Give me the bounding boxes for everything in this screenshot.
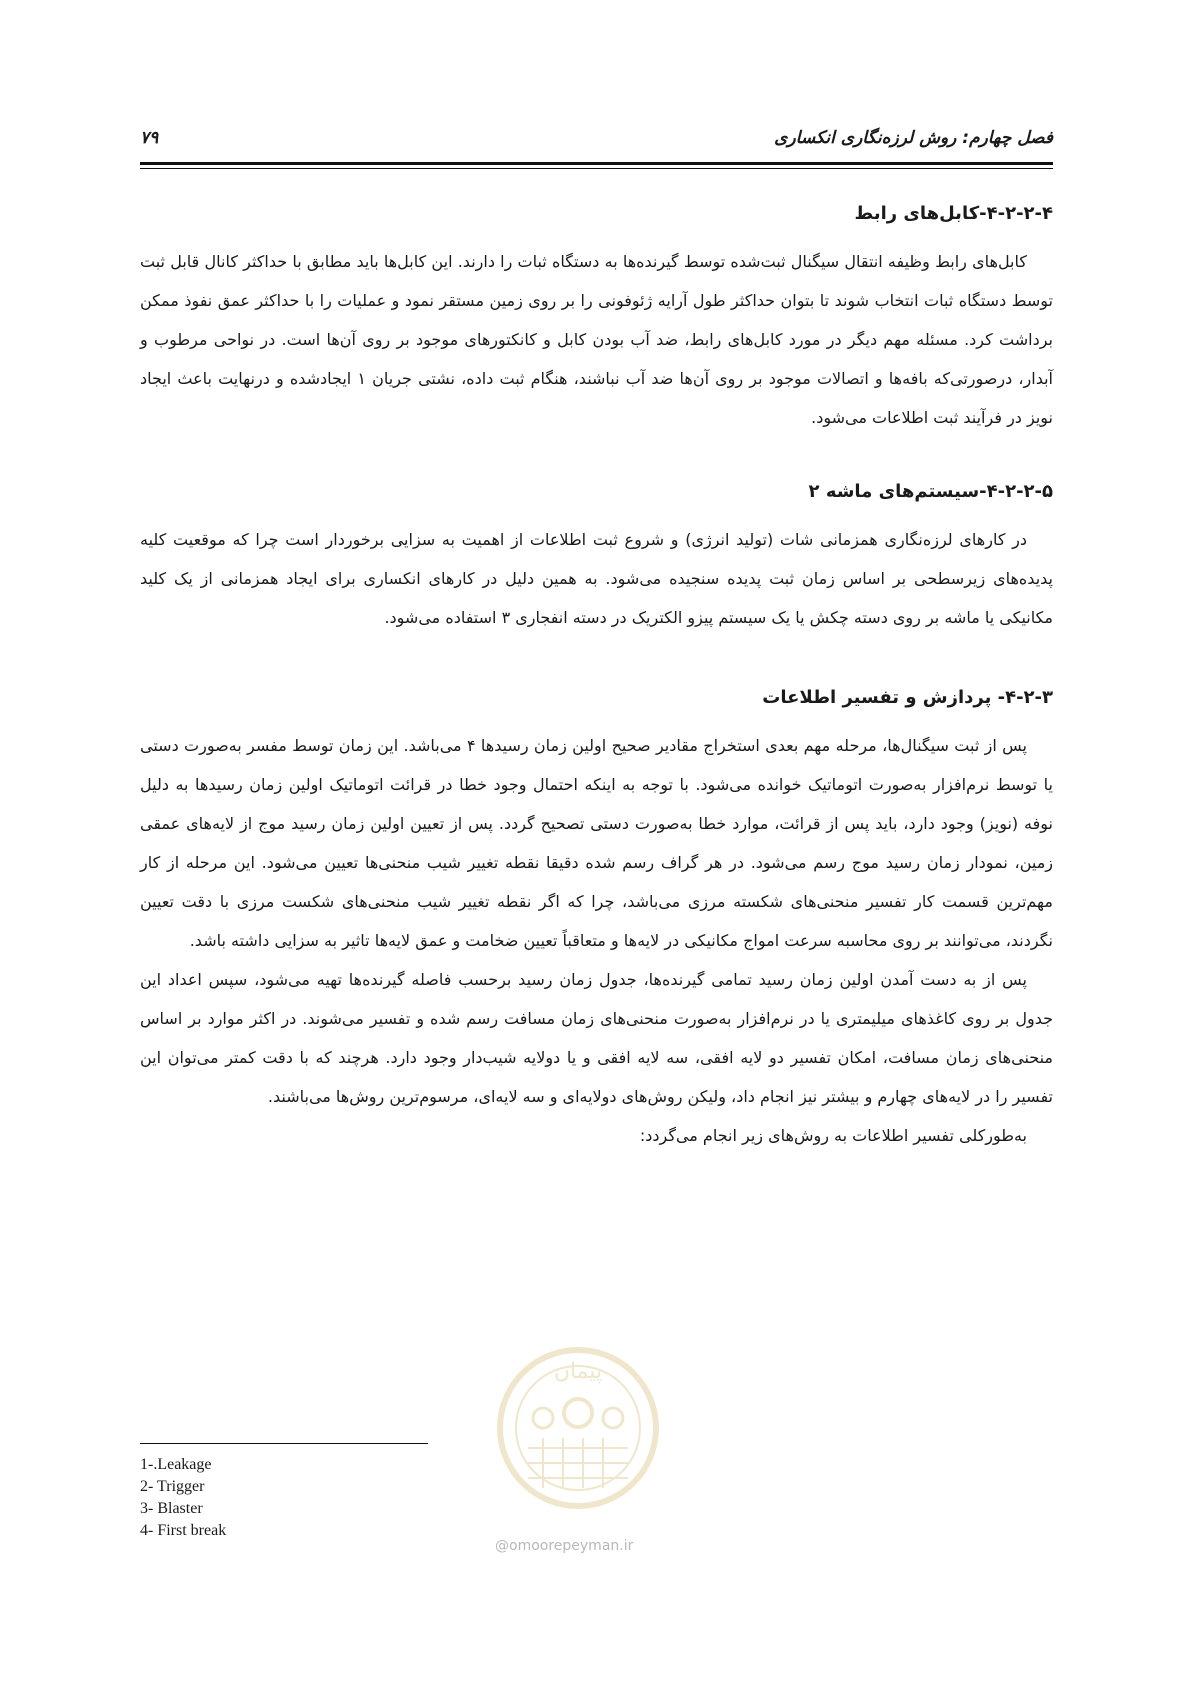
section-heading: ۴-۲-۳- پردازش و تفسیر اطلاعات — [762, 687, 1053, 708]
paragraph: پس از به دست آمدن اولین زمان رسید تمامی گیرنده‌ها، جدول زمان رسید برحسب فاصله گیرنده‌ها تهیه می‌شود، سپس اعداد این جدول بر روی کاغذهای میلیمتری یا در نرم‌افزار به‌صورت منحنی‌های زمان مسافت رسم شده و تفسیر می‌شوند. در اکثر موارد بر اساس منحنی‌های زمان مسافت، امکان تفسیر دو لایه افقی، سه لایه افقی و یا دولایه شیب‌دار وجود دارد. هرچند که با دقت کمتر می‌توان این تفسیر را در لایه‌های چهارم و بیشتر نیز انجام داد، ولیکن روش‌های دولایه‌ای و سه لایه‌ای، مرسوم‌ترین روش‌ها می‌باشند. — [140, 970, 1053, 1106]
running-header — [140, 128, 1053, 166]
paragraph: به‌طورکلی تفسیر اطلاعات به روش‌های زیر انجام می‌گردد: — [639, 1126, 1027, 1145]
section-heading: ۴-۲-۲-۵-سیستم‌های ماشه ۲ — [808, 481, 1053, 502]
section-processing — [140, 684, 1053, 1155]
section-heading: ۴-۲-۲-۴-کابل‌های رابط — [854, 203, 1053, 224]
paragraph: پس از ثبت سیگنال‌ها، مرحله مهم بعدی استخراج مقادیر صحیح اولین زمان رسیدها ۴ می‌باشد. این زمان توسط مفسر به‌صورت دستی یا توسط نرم‌افزار به‌صورت اتوماتیک خوانده می‌شود. با توجه به اینکه احتمال وجود خطا در قرائت اتوماتیک اولین زمان رسیدها به دلیل نوفه (نویز) وجود دارد، باید پس از قرائت، موارد خطا به‌صورت دستی تصحیح گردد. پس از تعیین اولین زمان رسید موج از لایه‌های عمقی زمین، نمودار زمان رسید موج رسم می‌شود. در هر گراف رسم شده دقیقا نقطه تغییر شیب منحنی‌ها تعیین می‌شود. این مرحله از کار مهم‌ترین قسمت کار تفسیر منحنی‌های شکسته مرزی می‌باشد، چرا که اگر نقطه تغییر شیب منحنی‌های شکست مرزی با دقت تعیین نگردند، می‌توانند بر روی محاسبه سرعت امواج مکانیکی در لایه‌ها و متعاقباً تعیین ضخامت و عمق لایه‌ها تاثیر به سزایی داشته باشد. — [140, 736, 1053, 950]
watermark-url: @omoorepeyman.ir — [495, 1538, 634, 1554]
footnote-item: 2- Trigger — [140, 1478, 205, 1495]
footnote-item: 1-.Leakage — [140, 1456, 212, 1473]
paragraph: کابل‌های رابط وظیفه انتقال سیگنال ثبت‌شده توسط گیرنده‌ها به دستگاه ثبات را دارند. این کابل‌ها باید مطابق با حداکثر کانال قابل ثبت توسط دستگاه ثبات انتخاب شوند تا بتوان حداکثر طول آرایه ژئوفونی را بر روی زمین مستقر نمود و عملیات را با حداکثر عمق نفوذ ممکن برداشت کرد. مسئله مهم دیگر در مورد کابل‌های رابط، ضد آب بودن کابل و کانکتورهای موجود بر روی آن‌ها است. در نواحی مرطوب و آبدار، درصورتی‌که بافه‌ها و اتصالات موجود بر روی آن‌ها ضد آب نباشند، هنگام ثبت داده، نشتی جریان ۱ ایجادشده و درنهایت باعث ایجاد نویز در فرآیند ثبت اطلاعات می‌شود. — [140, 252, 1053, 427]
watermark-logo — [488, 1318, 668, 1558]
paragraph: در کارهای لرزه‌نگاری همزمانی شات (تولید انرژی) و شروع ثبت اطلاعات از اهمیت به سزایی برخوردار است چرا که موقعیت کلیه پدیده‌های زیرسطحی بر اساس زمان ثبت پدیده سنجیده می‌شود. به همین دلیل در کارهای انکساری برای ایجاد همزمانی از یک کلید مکانیکی یا ماشه بر روی دسته چکش یا یک سیستم پیزو الکتریک در دسته انفجاری ۳ استفاده می‌شود. — [140, 530, 1053, 627]
footnote-rule — [140, 1443, 428, 1444]
chapter-title: فصل چهارم: روش لرزه‌نگاری انکساری — [774, 128, 1053, 148]
footnotes — [140, 1454, 226, 1542]
footnote-item: 3- Blaster — [140, 1500, 203, 1517]
page-number: ۷۹ — [140, 128, 159, 148]
header-rule-thin — [140, 168, 1053, 169]
header-rule — [140, 162, 1053, 165]
section-trigger-systems — [140, 478, 1053, 637]
section-cables — [140, 200, 1053, 437]
watermark-logo-text: پیمان — [553, 1359, 603, 1384]
footnote-item: 4- First break — [140, 1522, 227, 1539]
